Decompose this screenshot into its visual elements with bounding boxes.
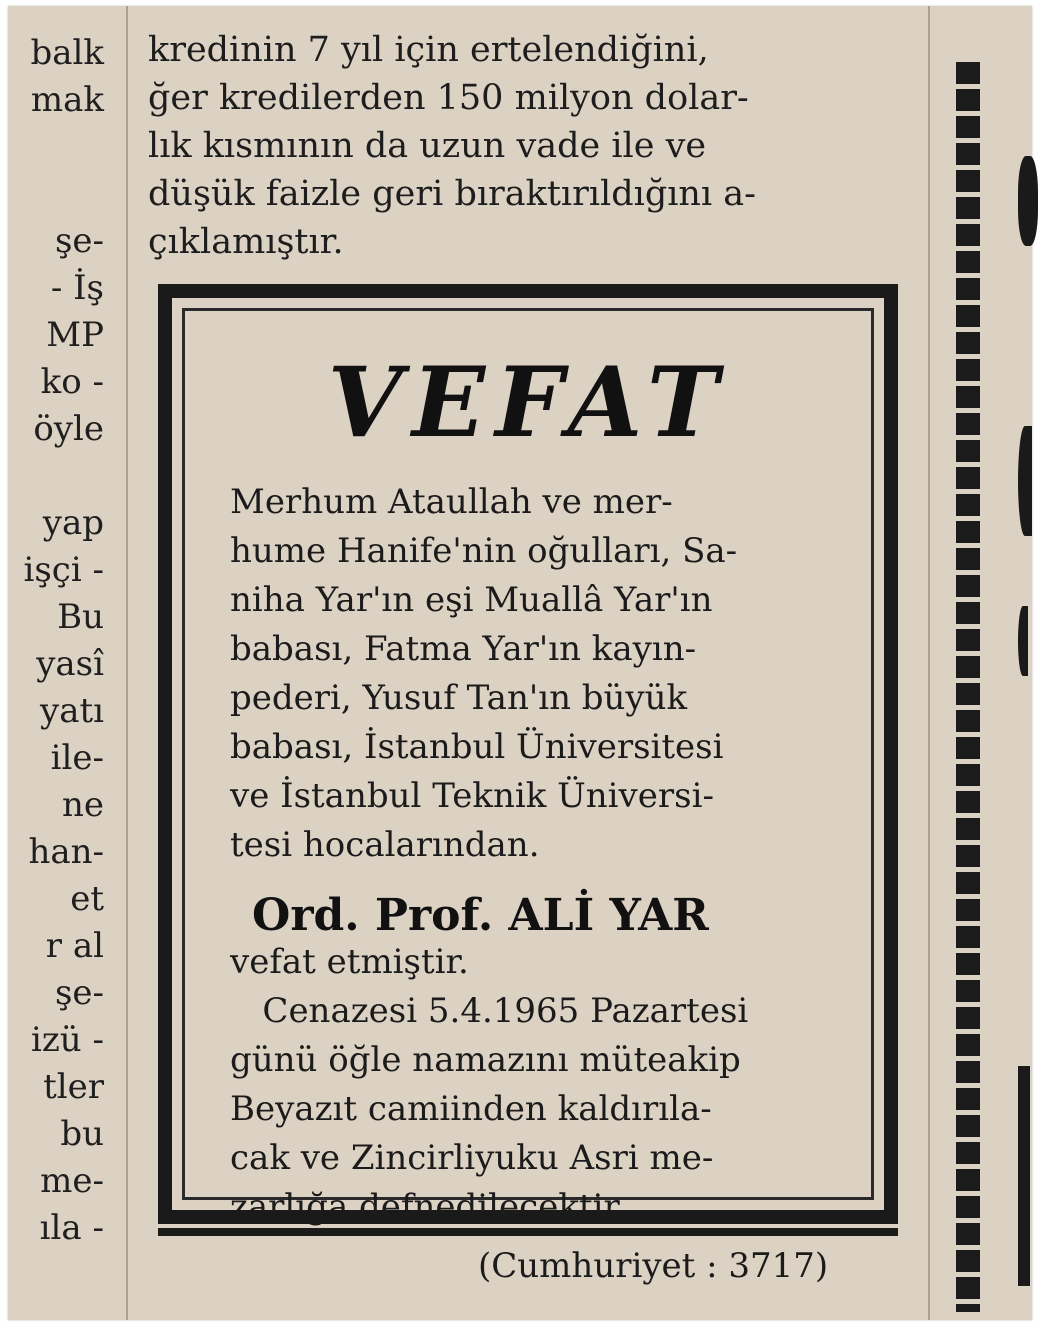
notice-line: zarlığa defnedilecektir.	[230, 1187, 627, 1227]
left-line: ne	[61, 785, 104, 825]
paragraph-line: ğer kredilerden 150 milyon dolar-	[148, 78, 749, 118]
left-line: tler	[43, 1067, 104, 1107]
column-divider	[928, 6, 930, 1320]
left-line: şe-	[54, 973, 104, 1013]
left-line: yasî	[36, 644, 104, 684]
obituary-notice	[158, 284, 898, 1227]
left-line: Bu	[57, 597, 104, 637]
cut-letter-mark	[1018, 426, 1032, 536]
notice-line: vefat etmiştir.	[230, 942, 469, 982]
notice-line: babası, Fatma Yar'ın kayın-	[230, 629, 697, 669]
notice-line: ve İstanbul Teknik Üniversi-	[230, 776, 714, 816]
left-line: ko -	[40, 362, 104, 402]
left-line: MP	[46, 315, 104, 355]
cut-letter-mark	[1018, 1066, 1030, 1286]
left-line: et	[70, 879, 104, 919]
notice-title: VEFAT	[327, 346, 729, 459]
notice-line: Beyazıt camiinden kaldırıla-	[230, 1089, 712, 1129]
left-line: öyle	[33, 409, 104, 449]
left-line: balk	[30, 33, 104, 73]
newspaper-clipping	[8, 6, 1032, 1320]
column-divider	[126, 6, 128, 1320]
left-line: bu	[60, 1114, 104, 1154]
notice-line: günü öğle namazını müteakip	[230, 1040, 741, 1080]
article-continuation	[148, 26, 908, 266]
notice-line: pederi, Yusuf Tan'ın büyük	[230, 678, 688, 718]
cut-letter-mark	[1018, 156, 1038, 246]
left-line: ıla -	[39, 1208, 104, 1248]
left-line: yap	[42, 503, 104, 543]
notice-line: Cenazesi 5.4.1965 Pazartesi	[230, 991, 749, 1031]
notice-line: babası, İstanbul Üniversitesi	[230, 727, 724, 767]
left-line: yatı	[39, 691, 104, 731]
left-line: r al	[45, 926, 104, 966]
source-citation: (Cumhuriyet : 3717)	[478, 1246, 829, 1286]
notice-line: hume Hanife'nin oğulları, Sa-	[230, 531, 738, 571]
paragraph-line: lık kısmının da uzun vade ile ve	[148, 126, 707, 166]
funeral-details	[230, 938, 870, 1232]
left-line: - İş	[50, 268, 104, 308]
paragraph-line: çıklamıştır.	[148, 222, 344, 262]
left-line	[8, 453, 104, 500]
left-line	[8, 124, 104, 171]
notice-line: cak ve Zincirliyuku Asri me-	[230, 1138, 714, 1178]
notice-body	[230, 478, 870, 870]
notice-line: tesi hocalarından.	[230, 825, 540, 865]
decorative-border-strip	[956, 62, 980, 1312]
left-cut-column	[8, 30, 104, 1252]
deceased-name: Ord. Prof. ALİ YAR	[252, 890, 709, 941]
cut-letter-mark	[1018, 606, 1028, 676]
left-line: me-	[40, 1161, 104, 1201]
left-line: şe-	[54, 221, 104, 261]
left-line: işçi -	[23, 550, 104, 590]
bottom-rule	[158, 1228, 898, 1236]
left-line: mak	[30, 80, 104, 120]
notice-line: Merhum Ataullah ve mer-	[230, 482, 673, 522]
left-line: izü -	[31, 1020, 104, 1060]
left-line: han-	[28, 832, 104, 872]
paragraph-line: kredinin 7 yıl için ertelendiğini,	[148, 30, 709, 70]
left-line: ile-	[50, 738, 104, 778]
paragraph-line: düşük faizle geri bıraktırıldığını a-	[148, 174, 756, 214]
notice-line: niha Yar'ın eşi Muallâ Yar'ın	[230, 580, 713, 620]
left-line	[8, 171, 104, 218]
